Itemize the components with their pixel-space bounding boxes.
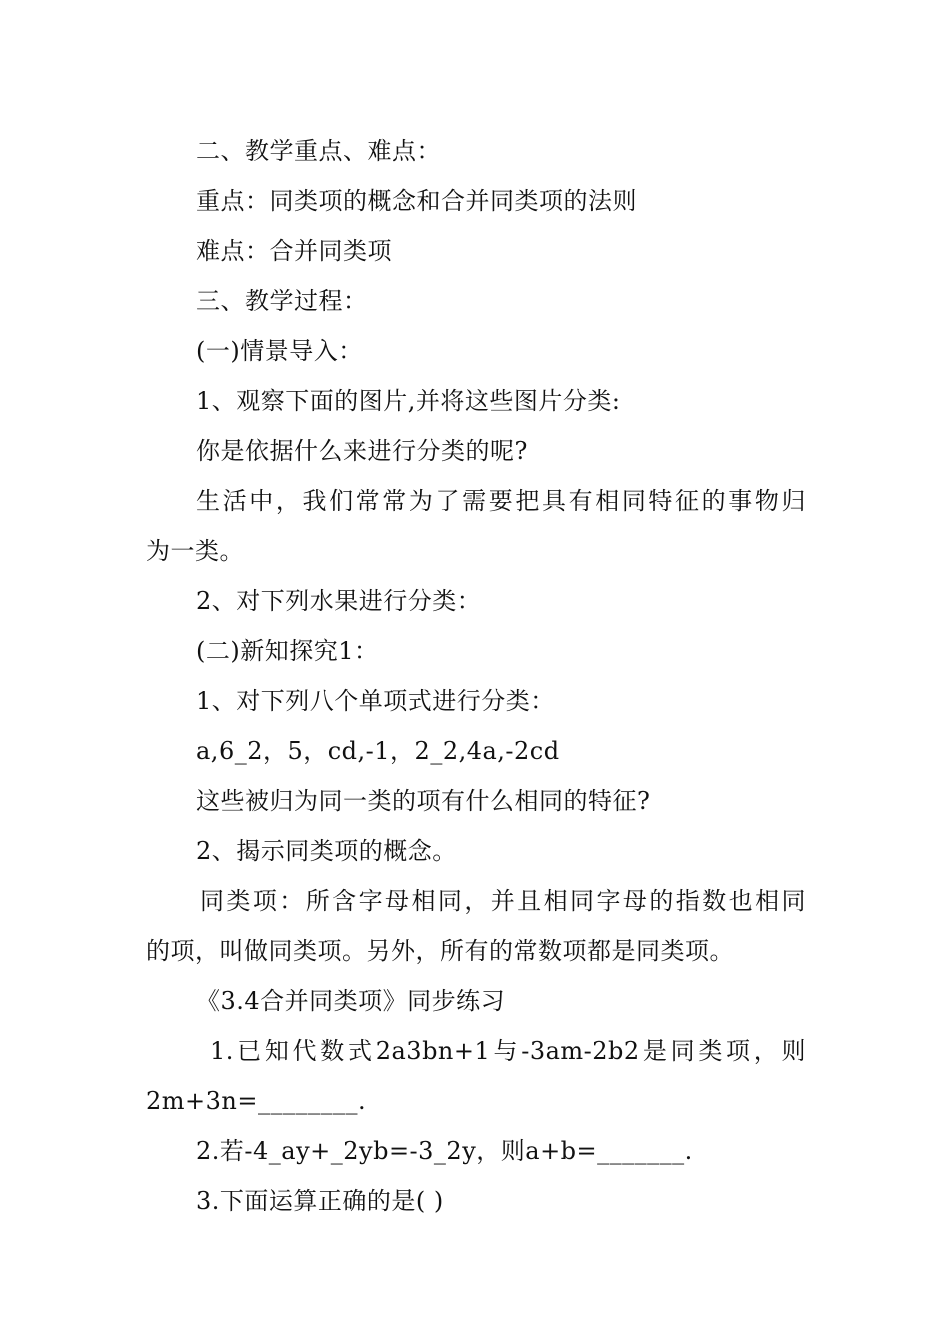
text-difficult-point: 难点：合并同类项	[196, 237, 392, 265]
text-classification-question: 你是依据什么来进行分类的呢?	[196, 437, 528, 465]
exercise-1-line-1: 1.已知代数式2a3bn+1与-3am-2b2是同类项，则	[210, 1037, 806, 1065]
exercise-2: 2.若-4_ay+_2yb=-3_2y，则a+b=_______.	[196, 1137, 693, 1165]
paragraph-definition-line-2: 的项，叫做同类项。另外，所有的常数项都是同类项。	[146, 937, 734, 965]
text-key-point: 重点：同类项的概念和合并同类项的法则	[196, 187, 637, 215]
text-observe-pictures: 1、观察下面的图片,并将这些图片分类:	[196, 387, 621, 415]
section-heading-key-points: 二、教学重点、难点：	[196, 137, 441, 165]
text-reveal-concept: 2、揭示同类项的概念。	[196, 837, 457, 865]
subsection-heading-explore: (二)新知探究1：	[196, 637, 379, 665]
text-fruit-classification: 2、对下列水果进行分类：	[196, 587, 482, 615]
paragraph-life-line-2: 为一类。	[146, 537, 244, 565]
exercise-3: 3.下面运算正确的是( )	[196, 1187, 444, 1215]
paragraph-definition-line-1: 同类项：所含字母相同，并且相同字母的指数也相同	[200, 887, 806, 915]
text-monomial-list: a,6_2，5，cd,-1，2_2,4a,-2cd	[196, 737, 560, 765]
exercise-title: 《3.4合并同类项》同步练习	[196, 987, 506, 1015]
paragraph-life-line-1: 生活中，我们常常为了需要把具有相同特征的事物归	[196, 487, 806, 515]
section-heading-process: 三、教学过程：	[196, 287, 368, 315]
text-common-feature-question: 这些被归为同一类的项有什么相同的特征?	[196, 787, 651, 815]
subsection-heading-intro: (一)情景导入：	[196, 337, 363, 365]
text-monomial-classification: 1、对下列八个单项式进行分类：	[196, 687, 555, 715]
exercise-1-line-2: 2m+3n=________.	[146, 1087, 367, 1115]
